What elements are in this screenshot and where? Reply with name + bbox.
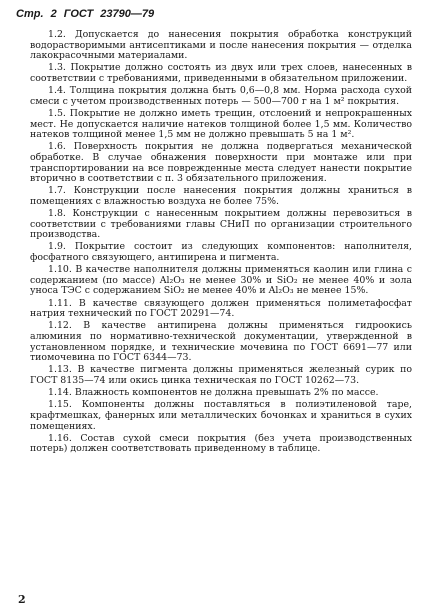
page-header [16,8,158,20]
standard-code: 23790—79 [100,8,155,20]
document-body [30,30,412,456]
paragraph-1-3: 1.3. Покрытие должно состоять из двух или трех слоев, нанесенных в соответствии с требованиями, приведенными в обязательном приложении. [30,62,412,84]
standard-label: ГОСТ [63,8,94,20]
paragraph-1-2: 1.2. Допускается до нанесения покрытия обработка конструкций водорастворимыми антисептиками и после нанесения покрытия — отделка лакокрасочными материалами. [30,29,412,62]
paragraph-1-15: 1.15. Компоненты должны поставляться в полиэтиленовой таре, крафтмешках, фанерных или металлических бочонках и храниться в сухих помещениях. [30,399,412,432]
paragraph-1-14: 1.14. Влажность компонентов не должна превышать 2% по массе. [48,387,379,399]
paragraph-1-9: 1.9. Покрытие состоит из следующих компонентов: наполнителя, фосфатного связующего, антипирена и пигмента. [30,241,412,264]
paragraph-1-7: 1.7. Конструкции после нанесения покрытия должны храниться в помещениях с влажностью воздуха не более 75%. [30,185,412,207]
page-number-footer: 2 [18,593,26,606]
header-page-number: 2 [50,8,57,20]
paragraph-1-12: 1.12. В качестве антипирена должны применяться гидроокись алюминия по нормативно-технической документации, утвержденной в установленном порядке, и технические мочевина по ГОСТ 6691—77 или тиомочевина по ГОСТ 6344—73. [30,320,412,364]
page-label: Стр. [16,8,44,20]
paragraph-1-8: 1.8. Конструкции с нанесенным покрытием должны перевозиться в соответствии с требованиями главы СНиП по организации строительного производства. [30,208,412,241]
paragraph-1-11: 1.11. В качестве связующего должен применяться полиметафосфат натрия технический по ГОСТ 20291—74. [30,297,412,320]
paragraph-1-6: 1.6. Поверхность покрытия не должна подвергаться механической обработке. В случае обнажения поверхности при монтаже или при транспортировании на все поврежденные места следует нанести покрытие вторично в соответствии с п. 3 обязательного приложения. [30,141,412,185]
paragraph-1-13: 1.13. В качестве пигмента должны применяться железный сурик по ГОСТ 8135—74 или окись цинка техническая по ГОСТ 10262—73. [30,364,412,386]
paragraph-1-16: 1.16. Состав сухой смеси покрытия (без учета производственных потерь) должен соответствовать приведенному в таблице. [30,432,412,455]
paragraph-1-10: 1.10. В качестве наполнителя должны применяться каолин или глина с содержанием (по массе) Al₂O₃ не менее 30% и SiO₂ не менее 40% и зола уноса ТЭС с содержанием SiO₂ не менее 40% и Al₂O₃ не менее 15%. [30,264,412,297]
paragraph-1-4: 1.4. Толщина покрытия должна быть 0,6—0,8 мм. Норма расхода сухой смеси с учетом производственных потерь — 500—700 г на 1 м² покрытия. [30,85,412,107]
paragraph-1-5: 1.5. Покрытие не должно иметь трещин, отслоений и непрокрашенных мест. Не допускается наличие натеков толщиной более 1,5 мм. Количество натеков толщиной менее 1,5 мм не должно превышать 5 на 1 м². [30,107,412,141]
